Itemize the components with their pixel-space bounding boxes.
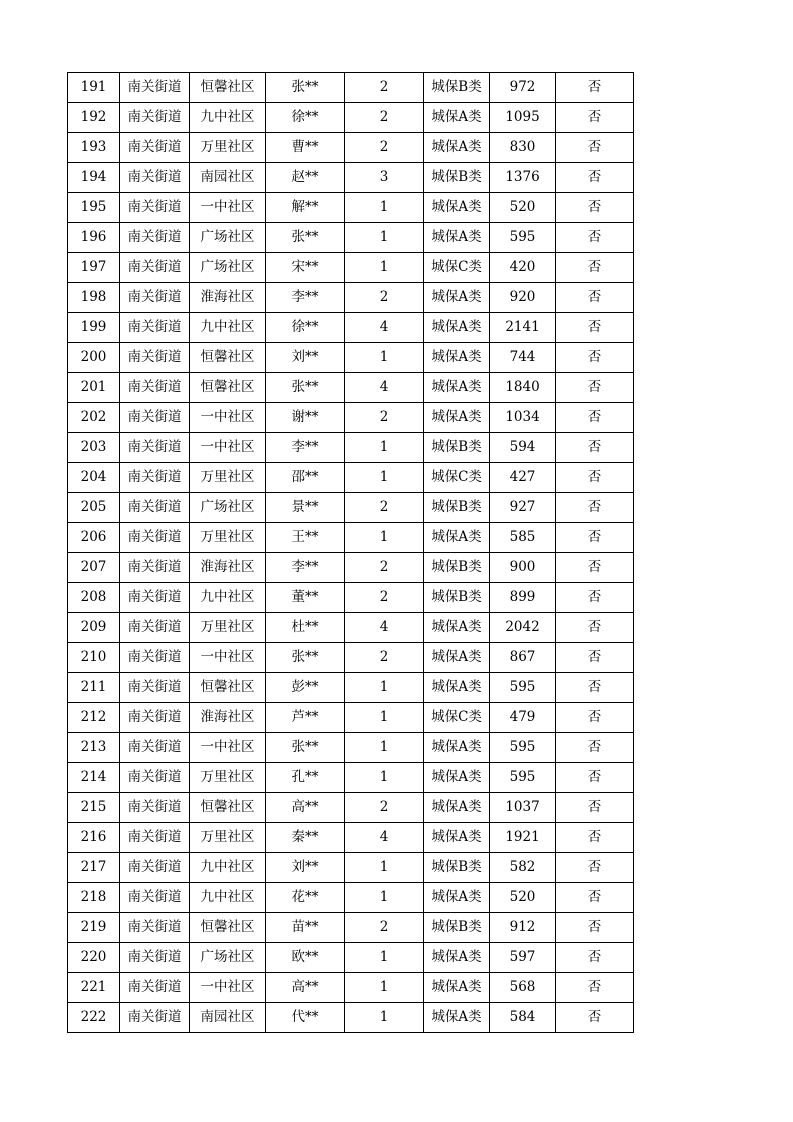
cell-row-number: 216 xyxy=(68,823,120,853)
cell-community: 广场社区 xyxy=(190,223,266,253)
cell-household-size: 1 xyxy=(345,523,424,553)
cell-row-number: 207 xyxy=(68,553,120,583)
table-body xyxy=(68,73,634,1033)
table-row xyxy=(68,553,634,583)
cell-amount: 900 xyxy=(490,553,556,583)
table-row xyxy=(68,523,634,553)
table-row xyxy=(68,733,634,763)
cell-household-size: 4 xyxy=(345,373,424,403)
cell-amount: 585 xyxy=(490,523,556,553)
cell-street: 南关街道 xyxy=(120,853,190,883)
cell-insurance-type: 城保A类 xyxy=(424,943,490,973)
cell-street: 南关街道 xyxy=(120,343,190,373)
cell-street: 南关街道 xyxy=(120,973,190,1003)
cell-row-number: 196 xyxy=(68,223,120,253)
cell-household-size: 1 xyxy=(345,853,424,883)
cell-flag: 否 xyxy=(556,73,634,103)
cell-household-size: 2 xyxy=(345,643,424,673)
cell-community: 一中社区 xyxy=(190,433,266,463)
cell-row-number: 220 xyxy=(68,943,120,973)
cell-street: 南关街道 xyxy=(120,1003,190,1033)
cell-name: 徐** xyxy=(266,103,345,133)
table-row xyxy=(68,703,634,733)
table-row xyxy=(68,433,634,463)
cell-flag: 否 xyxy=(556,253,634,283)
cell-name: 秦** xyxy=(266,823,345,853)
cell-household-size: 2 xyxy=(345,793,424,823)
cell-amount: 582 xyxy=(490,853,556,883)
cell-street: 南关街道 xyxy=(120,643,190,673)
cell-household-size: 1 xyxy=(345,193,424,223)
cell-amount: 830 xyxy=(490,133,556,163)
cell-name: 解** xyxy=(266,193,345,223)
cell-flag: 否 xyxy=(556,283,634,313)
cell-street: 南关街道 xyxy=(120,193,190,223)
cell-name: 张** xyxy=(266,733,345,763)
cell-name: 代** xyxy=(266,1003,345,1033)
cell-name: 曹** xyxy=(266,133,345,163)
cell-street: 南关街道 xyxy=(120,403,190,433)
cell-amount: 584 xyxy=(490,1003,556,1033)
cell-row-number: 214 xyxy=(68,763,120,793)
cell-flag: 否 xyxy=(556,343,634,373)
cell-amount: 595 xyxy=(490,223,556,253)
table-row xyxy=(68,403,634,433)
cell-row-number: 201 xyxy=(68,373,120,403)
cell-community: 一中社区 xyxy=(190,403,266,433)
cell-insurance-type: 城保A类 xyxy=(424,313,490,343)
cell-flag: 否 xyxy=(556,373,634,403)
cell-community: 恒馨社区 xyxy=(190,913,266,943)
cell-insurance-type: 城保B类 xyxy=(424,553,490,583)
cell-street: 南关街道 xyxy=(120,913,190,943)
cell-name: 孔** xyxy=(266,763,345,793)
cell-amount: 1840 xyxy=(490,373,556,403)
cell-household-size: 2 xyxy=(345,493,424,523)
cell-row-number: 215 xyxy=(68,793,120,823)
cell-insurance-type: 城保A类 xyxy=(424,403,490,433)
cell-row-number: 205 xyxy=(68,493,120,523)
cell-amount: 420 xyxy=(490,253,556,283)
cell-community: 万里社区 xyxy=(190,763,266,793)
cell-street: 南关街道 xyxy=(120,793,190,823)
cell-row-number: 195 xyxy=(68,193,120,223)
cell-household-size: 1 xyxy=(345,973,424,1003)
cell-name: 李** xyxy=(266,433,345,463)
cell-household-size: 1 xyxy=(345,223,424,253)
cell-amount: 1921 xyxy=(490,823,556,853)
cell-amount: 899 xyxy=(490,583,556,613)
cell-amount: 972 xyxy=(490,73,556,103)
table-row xyxy=(68,583,634,613)
cell-insurance-type: 城保A类 xyxy=(424,673,490,703)
cell-flag: 否 xyxy=(556,433,634,463)
cell-community: 九中社区 xyxy=(190,313,266,343)
cell-street: 南关街道 xyxy=(120,283,190,313)
cell-insurance-type: 城保A类 xyxy=(424,223,490,253)
cell-community: 万里社区 xyxy=(190,463,266,493)
cell-flag: 否 xyxy=(556,853,634,883)
cell-street: 南关街道 xyxy=(120,763,190,793)
cell-insurance-type: 城保A类 xyxy=(424,283,490,313)
cell-amount: 927 xyxy=(490,493,556,523)
cell-flag: 否 xyxy=(556,973,634,1003)
cell-row-number: 213 xyxy=(68,733,120,763)
cell-insurance-type: 城保B类 xyxy=(424,73,490,103)
table-row xyxy=(68,1003,634,1033)
cell-name: 高** xyxy=(266,973,345,1003)
cell-name: 张** xyxy=(266,373,345,403)
cell-street: 南关街道 xyxy=(120,523,190,553)
cell-name: 张** xyxy=(266,73,345,103)
cell-row-number: 208 xyxy=(68,583,120,613)
cell-row-number: 217 xyxy=(68,853,120,883)
cell-name: 徐** xyxy=(266,313,345,343)
cell-community: 淮海社区 xyxy=(190,703,266,733)
cell-street: 南关街道 xyxy=(120,163,190,193)
cell-community: 九中社区 xyxy=(190,103,266,133)
table-row xyxy=(68,883,634,913)
cell-flag: 否 xyxy=(556,823,634,853)
cell-amount: 520 xyxy=(490,193,556,223)
cell-name: 张** xyxy=(266,643,345,673)
cell-name: 邵** xyxy=(266,463,345,493)
table-row xyxy=(68,913,634,943)
cell-household-size: 1 xyxy=(345,673,424,703)
cell-row-number: 198 xyxy=(68,283,120,313)
cell-insurance-type: 城保A类 xyxy=(424,343,490,373)
cell-street: 南关街道 xyxy=(120,133,190,163)
cell-community: 恒馨社区 xyxy=(190,793,266,823)
cell-amount: 427 xyxy=(490,463,556,493)
cell-insurance-type: 城保A类 xyxy=(424,103,490,133)
cell-insurance-type: 城保B类 xyxy=(424,493,490,523)
table-row xyxy=(68,313,634,343)
cell-amount: 595 xyxy=(490,673,556,703)
table-row xyxy=(68,493,634,523)
cell-community: 一中社区 xyxy=(190,973,266,1003)
cell-household-size: 1 xyxy=(345,433,424,463)
cell-flag: 否 xyxy=(556,883,634,913)
cell-amount: 1095 xyxy=(490,103,556,133)
cell-street: 南关街道 xyxy=(120,673,190,703)
table-row xyxy=(68,463,634,493)
cell-household-size: 2 xyxy=(345,283,424,313)
cell-street: 南关街道 xyxy=(120,583,190,613)
cell-flag: 否 xyxy=(556,223,634,253)
cell-row-number: 203 xyxy=(68,433,120,463)
cell-insurance-type: 城保A类 xyxy=(424,643,490,673)
cell-household-size: 2 xyxy=(345,553,424,583)
cell-household-size: 1 xyxy=(345,763,424,793)
cell-community: 万里社区 xyxy=(190,523,266,553)
cell-household-size: 4 xyxy=(345,823,424,853)
cell-household-size: 1 xyxy=(345,463,424,493)
cell-insurance-type: 城保A类 xyxy=(424,193,490,223)
cell-community: 恒馨社区 xyxy=(190,373,266,403)
cell-street: 南关街道 xyxy=(120,313,190,343)
cell-flag: 否 xyxy=(556,643,634,673)
table-row xyxy=(68,643,634,673)
cell-flag: 否 xyxy=(556,943,634,973)
cell-row-number: 204 xyxy=(68,463,120,493)
cell-amount: 597 xyxy=(490,943,556,973)
cell-amount: 1376 xyxy=(490,163,556,193)
cell-household-size: 2 xyxy=(345,913,424,943)
cell-row-number: 211 xyxy=(68,673,120,703)
cell-name: 刘** xyxy=(266,853,345,883)
cell-insurance-type: 城保A类 xyxy=(424,883,490,913)
cell-street: 南关街道 xyxy=(120,463,190,493)
cell-insurance-type: 城保C类 xyxy=(424,703,490,733)
cell-name: 彭** xyxy=(266,673,345,703)
cell-row-number: 212 xyxy=(68,703,120,733)
cell-amount: 912 xyxy=(490,913,556,943)
cell-name: 芦** xyxy=(266,703,345,733)
cell-insurance-type: 城保A类 xyxy=(424,733,490,763)
cell-name: 苗** xyxy=(266,913,345,943)
cell-amount: 2141 xyxy=(490,313,556,343)
cell-street: 南关街道 xyxy=(120,943,190,973)
cell-name: 王** xyxy=(266,523,345,553)
table-row xyxy=(68,253,634,283)
cell-name: 杜** xyxy=(266,613,345,643)
cell-flag: 否 xyxy=(556,463,634,493)
cell-row-number: 222 xyxy=(68,1003,120,1033)
cell-amount: 1034 xyxy=(490,403,556,433)
cell-household-size: 1 xyxy=(345,1003,424,1033)
beneficiary-table xyxy=(67,72,634,1033)
cell-insurance-type: 城保A类 xyxy=(424,793,490,823)
cell-amount: 920 xyxy=(490,283,556,313)
table-row xyxy=(68,853,634,883)
cell-row-number: 193 xyxy=(68,133,120,163)
cell-street: 南关街道 xyxy=(120,553,190,583)
cell-household-size: 2 xyxy=(345,103,424,133)
table-row xyxy=(68,163,634,193)
cell-amount: 595 xyxy=(490,763,556,793)
cell-street: 南关街道 xyxy=(120,253,190,283)
cell-street: 南关街道 xyxy=(120,103,190,133)
cell-name: 董** xyxy=(266,583,345,613)
cell-flag: 否 xyxy=(556,403,634,433)
cell-flag: 否 xyxy=(556,583,634,613)
cell-community: 广场社区 xyxy=(190,253,266,283)
cell-community: 南园社区 xyxy=(190,163,266,193)
cell-amount: 479 xyxy=(490,703,556,733)
cell-name: 赵** xyxy=(266,163,345,193)
cell-row-number: 192 xyxy=(68,103,120,133)
cell-flag: 否 xyxy=(556,523,634,553)
cell-insurance-type: 城保A类 xyxy=(424,133,490,163)
cell-flag: 否 xyxy=(556,553,634,583)
table-row xyxy=(68,613,634,643)
cell-name: 李** xyxy=(266,283,345,313)
cell-community: 广场社区 xyxy=(190,493,266,523)
cell-street: 南关街道 xyxy=(120,223,190,253)
cell-amount: 520 xyxy=(490,883,556,913)
cell-flag: 否 xyxy=(556,703,634,733)
table-row xyxy=(68,223,634,253)
cell-insurance-type: 城保B类 xyxy=(424,853,490,883)
cell-name: 刘** xyxy=(266,343,345,373)
cell-insurance-type: 城保A类 xyxy=(424,1003,490,1033)
cell-community: 广场社区 xyxy=(190,943,266,973)
table-row xyxy=(68,763,634,793)
cell-flag: 否 xyxy=(556,1003,634,1033)
table-row xyxy=(68,73,634,103)
cell-household-size: 1 xyxy=(345,733,424,763)
cell-street: 南关街道 xyxy=(120,493,190,523)
cell-household-size: 2 xyxy=(345,403,424,433)
cell-name: 李** xyxy=(266,553,345,583)
cell-street: 南关街道 xyxy=(120,433,190,463)
cell-household-size: 1 xyxy=(345,253,424,283)
cell-flag: 否 xyxy=(556,763,634,793)
cell-community: 一中社区 xyxy=(190,193,266,223)
cell-name: 景** xyxy=(266,493,345,523)
cell-row-number: 219 xyxy=(68,913,120,943)
cell-community: 淮海社区 xyxy=(190,553,266,583)
cell-insurance-type: 城保A类 xyxy=(424,973,490,1003)
cell-row-number: 191 xyxy=(68,73,120,103)
cell-flag: 否 xyxy=(556,733,634,763)
cell-household-size: 4 xyxy=(345,613,424,643)
cell-row-number: 200 xyxy=(68,343,120,373)
table-row xyxy=(68,373,634,403)
cell-community: 九中社区 xyxy=(190,583,266,613)
cell-household-size: 2 xyxy=(345,133,424,163)
cell-household-size: 1 xyxy=(345,883,424,913)
cell-row-number: 194 xyxy=(68,163,120,193)
cell-row-number: 199 xyxy=(68,313,120,343)
cell-amount: 867 xyxy=(490,643,556,673)
cell-street: 南关街道 xyxy=(120,373,190,403)
cell-row-number: 221 xyxy=(68,973,120,1003)
cell-amount: 568 xyxy=(490,973,556,1003)
cell-name: 欧** xyxy=(266,943,345,973)
cell-flag: 否 xyxy=(556,673,634,703)
cell-insurance-type: 城保A类 xyxy=(424,523,490,553)
table-row xyxy=(68,103,634,133)
table-row xyxy=(68,343,634,373)
cell-row-number: 209 xyxy=(68,613,120,643)
cell-insurance-type: 城保A类 xyxy=(424,823,490,853)
cell-row-number: 197 xyxy=(68,253,120,283)
cell-household-size: 2 xyxy=(345,73,424,103)
cell-street: 南关街道 xyxy=(120,613,190,643)
cell-community: 万里社区 xyxy=(190,133,266,163)
cell-insurance-type: 城保A类 xyxy=(424,763,490,793)
cell-street: 南关街道 xyxy=(120,73,190,103)
cell-name: 谢** xyxy=(266,403,345,433)
cell-name: 高** xyxy=(266,793,345,823)
cell-community: 九中社区 xyxy=(190,853,266,883)
cell-flag: 否 xyxy=(556,193,634,223)
cell-amount: 1037 xyxy=(490,793,556,823)
cell-household-size: 1 xyxy=(345,343,424,373)
cell-community: 九中社区 xyxy=(190,883,266,913)
table-row xyxy=(68,973,634,1003)
cell-flag: 否 xyxy=(556,493,634,523)
cell-amount: 744 xyxy=(490,343,556,373)
cell-community: 一中社区 xyxy=(190,733,266,763)
cell-name: 张** xyxy=(266,223,345,253)
cell-flag: 否 xyxy=(556,793,634,823)
cell-insurance-type: 城保C类 xyxy=(424,463,490,493)
table-row xyxy=(68,823,634,853)
cell-household-size: 1 xyxy=(345,943,424,973)
cell-insurance-type: 城保B类 xyxy=(424,583,490,613)
cell-flag: 否 xyxy=(556,913,634,943)
table-row xyxy=(68,283,634,313)
table-row xyxy=(68,943,634,973)
cell-community: 恒馨社区 xyxy=(190,343,266,373)
cell-community: 万里社区 xyxy=(190,823,266,853)
table-row xyxy=(68,793,634,823)
cell-street: 南关街道 xyxy=(120,823,190,853)
cell-street: 南关街道 xyxy=(120,703,190,733)
cell-name: 花** xyxy=(266,883,345,913)
table-row xyxy=(68,673,634,703)
cell-community: 万里社区 xyxy=(190,613,266,643)
cell-household-size: 1 xyxy=(345,703,424,733)
cell-row-number: 206 xyxy=(68,523,120,553)
cell-insurance-type: 城保B类 xyxy=(424,163,490,193)
cell-street: 南关街道 xyxy=(120,883,190,913)
cell-flag: 否 xyxy=(556,133,634,163)
cell-flag: 否 xyxy=(556,163,634,193)
table-row xyxy=(68,133,634,163)
cell-insurance-type: 城保A类 xyxy=(424,373,490,403)
cell-flag: 否 xyxy=(556,103,634,133)
cell-community: 一中社区 xyxy=(190,643,266,673)
cell-community: 恒馨社区 xyxy=(190,673,266,703)
cell-insurance-type: 城保B类 xyxy=(424,913,490,943)
cell-community: 南园社区 xyxy=(190,1003,266,1033)
cell-flag: 否 xyxy=(556,313,634,343)
cell-amount: 594 xyxy=(490,433,556,463)
cell-row-number: 202 xyxy=(68,403,120,433)
cell-insurance-type: 城保C类 xyxy=(424,253,490,283)
cell-insurance-type: 城保A类 xyxy=(424,613,490,643)
cell-row-number: 210 xyxy=(68,643,120,673)
cell-household-size: 4 xyxy=(345,313,424,343)
cell-household-size: 3 xyxy=(345,163,424,193)
cell-community: 恒馨社区 xyxy=(190,73,266,103)
cell-row-number: 218 xyxy=(68,883,120,913)
table-row xyxy=(68,193,634,223)
cell-name: 宋** xyxy=(266,253,345,283)
cell-household-size: 2 xyxy=(345,583,424,613)
cell-amount: 595 xyxy=(490,733,556,763)
cell-insurance-type: 城保B类 xyxy=(424,433,490,463)
cell-street: 南关街道 xyxy=(120,733,190,763)
cell-community: 淮海社区 xyxy=(190,283,266,313)
cell-flag: 否 xyxy=(556,613,634,643)
cell-amount: 2042 xyxy=(490,613,556,643)
